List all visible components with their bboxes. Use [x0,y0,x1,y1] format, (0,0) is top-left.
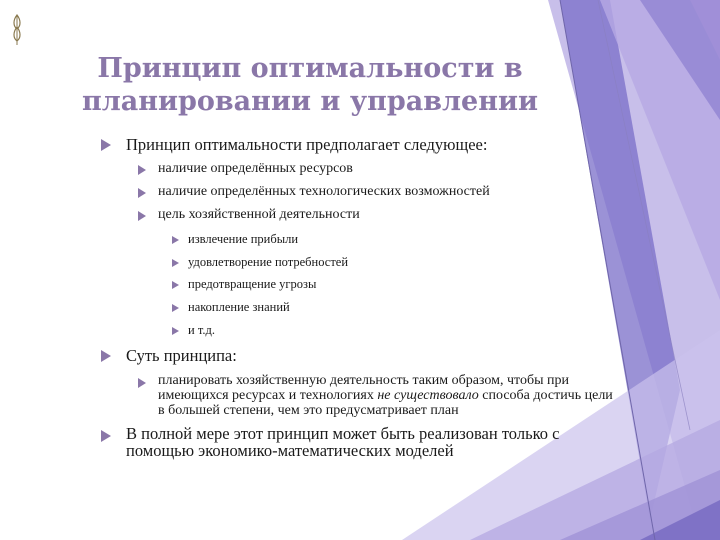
list-item: цель хозяйственной деятельности [158,207,360,222]
bullet-arrow-icon [172,236,179,244]
bullet-arrow-icon [101,139,111,151]
realization-line-2: помощью экономико-математических моделей [126,441,454,460]
slide-title [60,52,560,118]
essence-emphasis: не существовало [377,388,479,403]
bullet-full-realization [126,425,559,459]
list-item [158,373,613,418]
title-line-1: Принцип оптимальности в [97,53,523,84]
bullet-arrow-icon [101,350,111,362]
bullet-arrow-icon [138,211,146,221]
list-item: извлечение прибыли [188,232,299,246]
bullet-arrow-icon [172,281,179,289]
bullet-arrow-icon [138,165,146,175]
bullet-arrow-icon [101,430,111,442]
essence-line-2-end: способа достичь цели [478,388,613,403]
bullet-arrow-icon [172,304,179,312]
wheat-logo-icon [8,12,26,46]
bullet-arrow-icon [138,378,146,388]
realization-line-1: В полной мере этот принцип может быть реализован только с [126,424,560,443]
list-item: удовлетворение потребностей [188,255,349,269]
essence-line-2 [158,388,613,403]
bullet-arrow-icon [138,188,146,198]
essence-line-1: планировать хозяйственную деятельность таким образом, чтобы при [158,373,569,388]
list-item: предотвращение угрозы [188,277,317,291]
bullet-principle-essence: Суть принципа: [126,346,237,365]
list-item: наличие определённых ресурсов [158,161,353,176]
bullet-optimality-assumptions: Принцип оптимальности предполагает следующее: [126,135,488,154]
bullet-arrow-icon [172,327,179,335]
bullet-arrow-icon [172,259,179,267]
essence-line-3: в большей степени, чем это предусматривает план [158,403,459,418]
list-item: наличие определённых технологических возможностей [158,184,490,199]
list-item: и т.д. [188,323,215,337]
essence-line-2-start: имеющихся ресурсах и технологиях [158,388,378,403]
title-line-2: планировании и управлении [81,86,539,117]
list-item: накопление знаний [188,300,290,314]
